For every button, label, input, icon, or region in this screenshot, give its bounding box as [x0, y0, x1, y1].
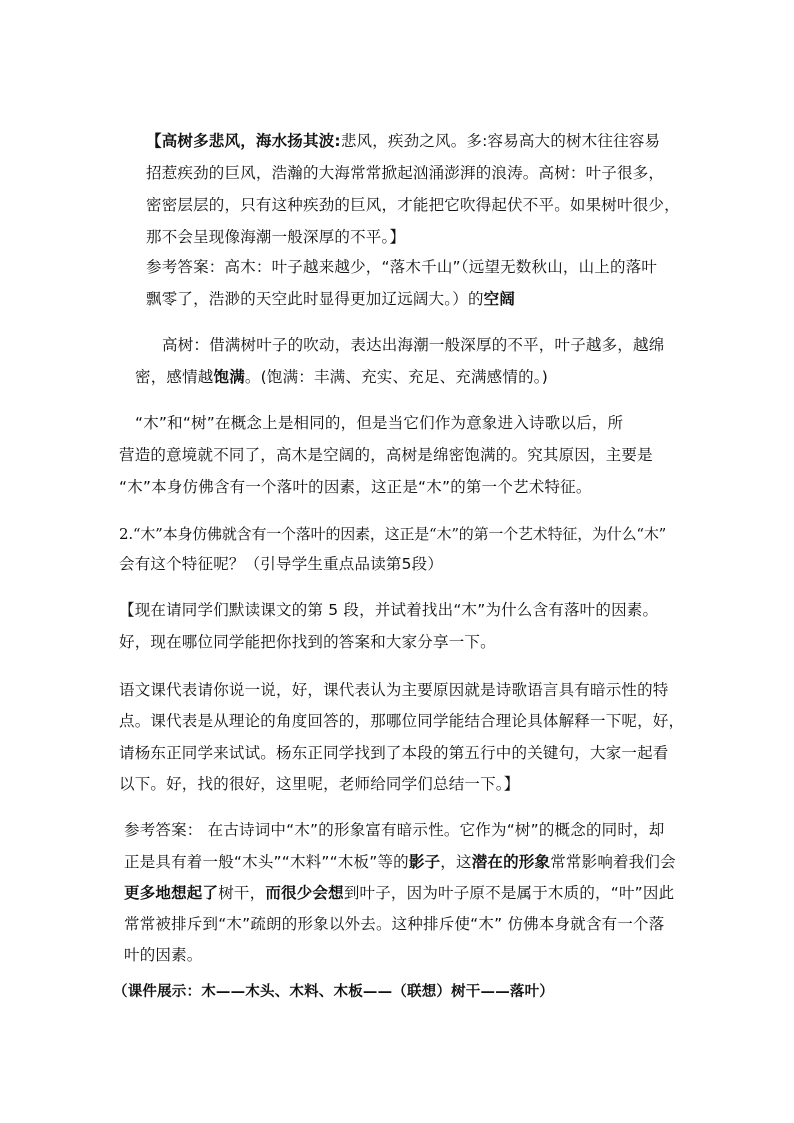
- p7-bold-qianzai: 潜在的形象: [471, 853, 551, 871]
- p7-line-4: 常常被排斥到“木”疏朗的形象以外去。这种排斥使“木” 仿佛本身就含有一个落: [124, 915, 665, 933]
- p7-bold-xiangqi: 更多地想起了: [124, 884, 219, 902]
- p7-bold-yingzi: 影子: [408, 853, 441, 871]
- p2-line-2: [135, 366, 548, 388]
- p6-line-2: 点。课代表是从理论的角度回答的，那哪位同学能结合理论具体解释一下呢，好，: [119, 712, 685, 730]
- p3-line-1: “木”和“树”在概念上是相同的，但是当它们作为意象进入诗歌以后，所: [135, 414, 624, 432]
- p6-line-4: 以下。好，找的很好，这里呢，老师给同学们总结一下。】: [119, 775, 520, 793]
- p8-line-1: （课件展示：木——木头、木料、木板——（联想）树干——落叶）: [113, 983, 554, 1000]
- p7-text: 树干，: [218, 884, 266, 902]
- p1-line-4: 那不会呈现像海潮一般深厚的不平。】: [146, 228, 406, 246]
- p1-line-3: 密密层层的，只有这种疾劲的巨风，才能把它吹得起伏不平。如果树叶很少，: [146, 196, 680, 214]
- p1-line-2: 招惹疾劲的巨风，浩瀚的大海常常掀起汹涌澎湃的浪涛。高树：叶子很多，: [146, 164, 665, 182]
- p3-line-3: “木”本身仿佛含有一个落叶的因素，这正是“木”的第一个艺术特征。: [119, 478, 592, 496]
- p5-line-2: 好，现在哪位同学能把你找到的答案和大家分享一下。: [119, 633, 496, 651]
- p7-line-2: [124, 851, 676, 873]
- p1-line-5: 参考答案：高木：叶子越来越少，“落木千山”（远望无数秋山，山上的落叶: [146, 258, 658, 276]
- p2-line-1: 高树：借满树叶子的吹动，表达出海潮一般深厚的不平，叶子越多，越绵: [162, 336, 665, 354]
- p7-line-3: [124, 882, 674, 904]
- p7-text: 正是具有着一般“木头”“木料”“木板”等的: [124, 853, 409, 871]
- p2-text: 。(饱满：丰满、充实、充足、充满感情的。): [244, 368, 548, 386]
- p6-line-3: 请杨东正同学来试试。杨东正同学找到了本段的第五行中的关键句，大家一起看: [119, 744, 669, 762]
- p1-text: 飘零了，浩渺的天空此时显得更加辽远阔大。）的: [146, 290, 484, 308]
- p7-bold-henshao: 而很少会想: [265, 884, 344, 902]
- p4-line-2: 会有这个特征呢？（引导学生重点品读第5段）: [119, 555, 444, 573]
- p7-line-5: 叶的因素。: [124, 946, 203, 964]
- p5-line-1: 【现在请同学们默读课文的第 5 段，并试着找出“木”为什么含有落叶的因素。: [119, 601, 659, 619]
- p1-bold-title: 【高树多悲风，海水扬其波:: [146, 132, 341, 150]
- p3-line-2: 营造的意境就不同了，高木是空阔的，高树是绵密饱满的。究其原因，主要是: [119, 446, 653, 464]
- p7-line-1: 参考答案： 在古诗词中“木”的形象富有暗示性。它作为“树”的概念的同时，却: [124, 821, 665, 839]
- p1-bold-kongkuo: 空阔: [483, 290, 516, 308]
- p1-line-6: [146, 288, 515, 310]
- p1-line-1: [146, 130, 660, 152]
- p2-text: 密，感情越: [135, 368, 214, 386]
- p2-bold-baoman: 饱满: [213, 368, 245, 386]
- p7-text: 常常影响着我们会: [550, 853, 676, 871]
- p7-text: ，这: [440, 853, 472, 871]
- p7-text: 到叶子，因为叶子原不是属于木质的，“叶”因此: [343, 884, 675, 902]
- p6-line-1: 语文课代表请你说一说，好，课代表认为主要原因就是诗歌语言具有暗示性的特: [119, 681, 669, 699]
- p4-line-1: 2.“木”本身仿佛就含有一个落叶的因素，这正是“木”的第一个艺术特征，为什么“木”: [119, 525, 667, 543]
- p1-text: 悲风，疾劲之风。多:容易高大的树木往往容易: [340, 132, 661, 150]
